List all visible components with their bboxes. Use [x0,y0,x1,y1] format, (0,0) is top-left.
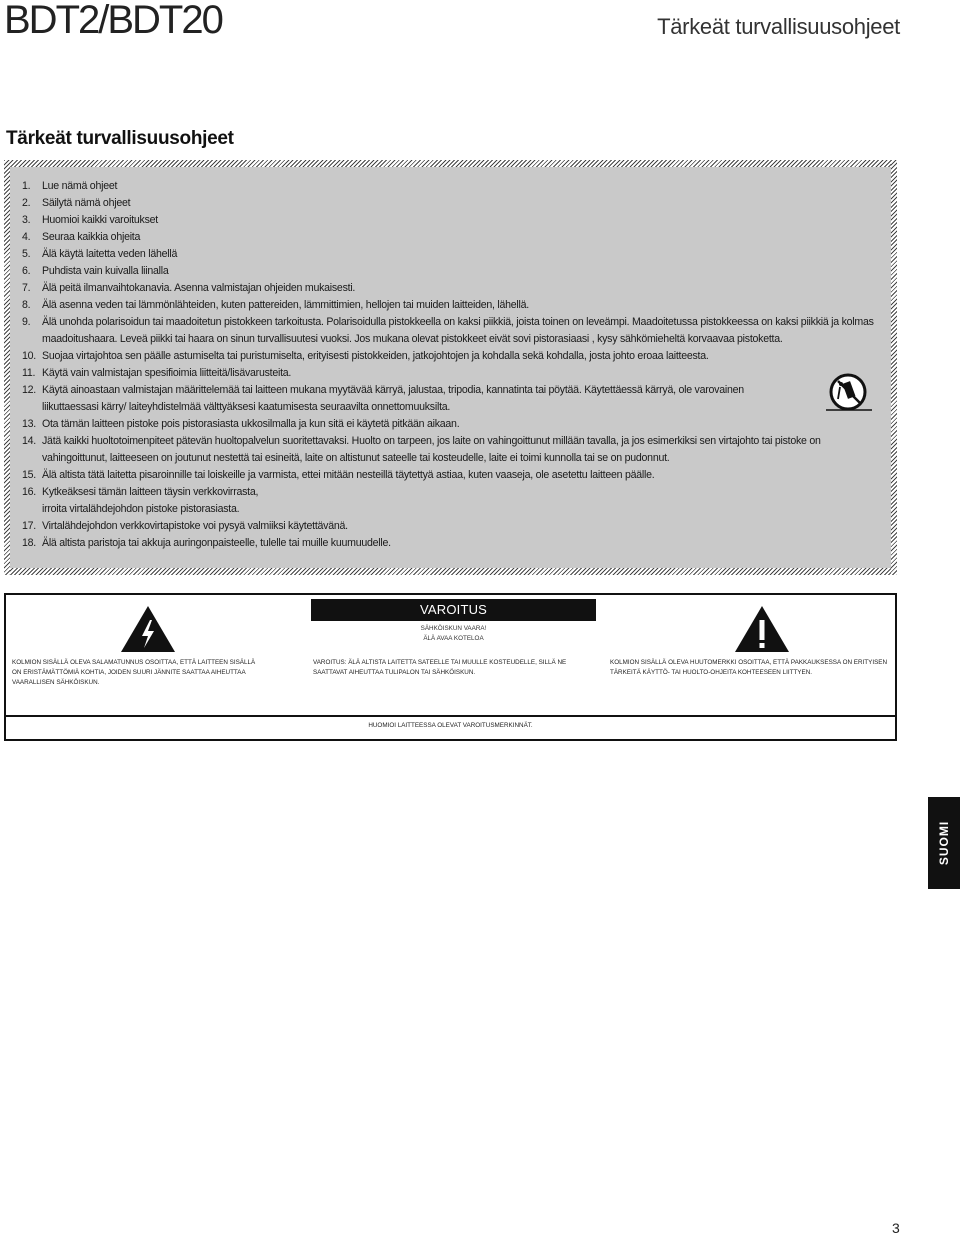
list-item: 10. Suojaa virtajohtoa sen päälle astumiselta tai puristumiselta, erityisesti pistokkeiden, jatkojohtojen ja kohdalla sekä kohdalla, josta johto eroaa laitteesta. [22,350,709,362]
list-item: 14. Jätä kaikki huoltotoimenpiteet pätevän huoltopalvelun suoritettavaksi. Huolto on tarpeen, jos laite on vahingoittunut millään tavalla, ja jos esimerkiksi sen virtajohto tai pistoke on vahingoittunut, laitteeseen on joutunut nestettä tai esineitä, laite on altistunut sateelle tai kosteudelle, laite ei toimi kunnolla tai se on pudonnut. [22,435,821,464]
warning-banner: VAROITUS [311,599,596,621]
warning-footer: HUOMIOI LAITTEESSA OLEVAT VAROITUSMERKINNÄT. [6,715,895,735]
list-item: 6. Puhdista vain kuivalla liinalla [22,265,169,277]
lightning-triangle-icon [119,604,177,654]
list-item: 16. Kytkeäksesi tämän laitteen täysin verkkovirrasta, irroita virtalähdejohdon pistoke pistorasiasta. [22,486,259,515]
safety-instructions-box [4,160,897,575]
list-item: 9. Älä unohda polarisoidun tai maadoitetun pistokkeen tarkoitusta. Polarisoidulla pistokkeella on kaksi piikkiä, joista toinen on leveämpi. Maadoitetussa pistokkeessa on kaksi piikkiä ja kolmas maadoitushaara. Leveä piikki tai haara on sinun turvallisuutesi vuoksi. Jos mukana olevat pistokkeet eivät sovi pistorasiaasi , kysy sähkömieheltä korvaavaa pistoketta. [22,316,874,345]
list-item: 17. Virtalähdejohdon verkkovirtapistoke voi pysyä valmiiksi käytettävänä. [22,520,348,532]
page-number: 3 [892,1220,900,1236]
list-item: 13. Ota tämän laitteen pistoke pois pistorasiasta ukkosilmalla ja kun sitä ei käytetä pitkään aikaan. [22,418,460,430]
list-item: 2. Säilytä nämä ohjeet [22,197,131,209]
list-item: 11. Käytä vain valmistajan spesifioimia liitteitä/lisävarusteita. [22,367,292,379]
list-item: 4. Seuraa kaikkia ohjeita [22,231,141,243]
hatched-border-left [4,160,10,575]
list-item: 3. Huomioi kaikki varoitukset [22,214,158,226]
warning-box [4,593,897,741]
list-item: 1. Lue nämä ohjeet [22,180,118,192]
hatched-border-right [891,160,897,575]
page-title: Tärkeät turvallisuusohjeet [6,128,234,149]
moisture-warning-text: VAROITUS: ÄLÄ ALTISTA LAITETTA SATEELLE TAI MUULLE KOSTEUDELLE, SILLÄ NE SAATTAVAT AIHEUTTAA TULIPALON TAI SÄHKÖISKUN. [313,659,567,676]
instructions-list [22,178,877,552]
exclamation-triangle-icon [733,604,791,654]
list-item: 15. Älä altista tätä laitetta pisaroinnille tai loiskeille ja varmista, ettei mitään nesteillä täytettyä astiaa, kuten vaaseja, ole asetettu laitteen päälle. [22,469,655,481]
hatched-border-bottom [4,568,897,575]
lightning-warning-text: KOLMION SISÄLLÄ OLEVA SALAMATUNNUS OSOITTAA, ETTÄ LAITTEEN SISÄLLÄ ON ERISTÄMÄTTÖMIÄ KOHTIA, JOIDEN SUURI JÄNNITE SAATTAA AIHEUTTAA VAARALLISEN SÄHKÖISKUN. [12,659,256,686]
list-item: 7. Älä peitä ilmanvaihtokanavia. Asenna valmistajan ohjeiden mukaisesti. [22,282,356,294]
exclamation-warning-text: KOLMION SISÄLLÄ OLEVA HUUTOMERKKI OSOITTAA, ETTÄ PAKKAUKSESSA ON ERITYISEN TÄRKEITÄ KÄYTTÖ- TAI HUOLTO-OHJEITA KOHTEESEEN LIITTYEN. [610,659,888,676]
hatched-border-top [4,160,897,167]
model-name: BDT2/BDT20 [4,0,222,42]
list-item: 8. Älä asenna veden tai lämmönlähteiden, kuten pattereiden, lämmittimien, hellojen tai muiden laitteiden, lähellä. [22,299,529,311]
list-item: 12. Käytä ainoastaan valmistajan määrittelemää tai laitteen mukana myytävää kärryä, jalustaa, tripodia, kannatinta tai pöytää. Käytettäessä kärryä, ole varovainen liikuttaessasi kärry/ laiteyhdistelmää välttyäksesi kaatumisesta seuraavilta onnettomuuksilta. [22,384,744,413]
language-tab: SUOMI [928,797,960,889]
list-item: 5. Älä käytä laitetta veden lähellä [22,248,178,260]
warning-subtitle: SÄHKÖISKUN VAARA! ÄLÄ AVAA KOTELOA [420,625,487,642]
header-title: Tärkeät turvallisuusohjeet [657,14,900,39]
cart-tipover-icon [826,372,874,414]
list-item: 18. Älä altista paristoja tai akkuja auringonpaisteelle, tulelle tai muille kuumuudelle. [22,537,391,549]
